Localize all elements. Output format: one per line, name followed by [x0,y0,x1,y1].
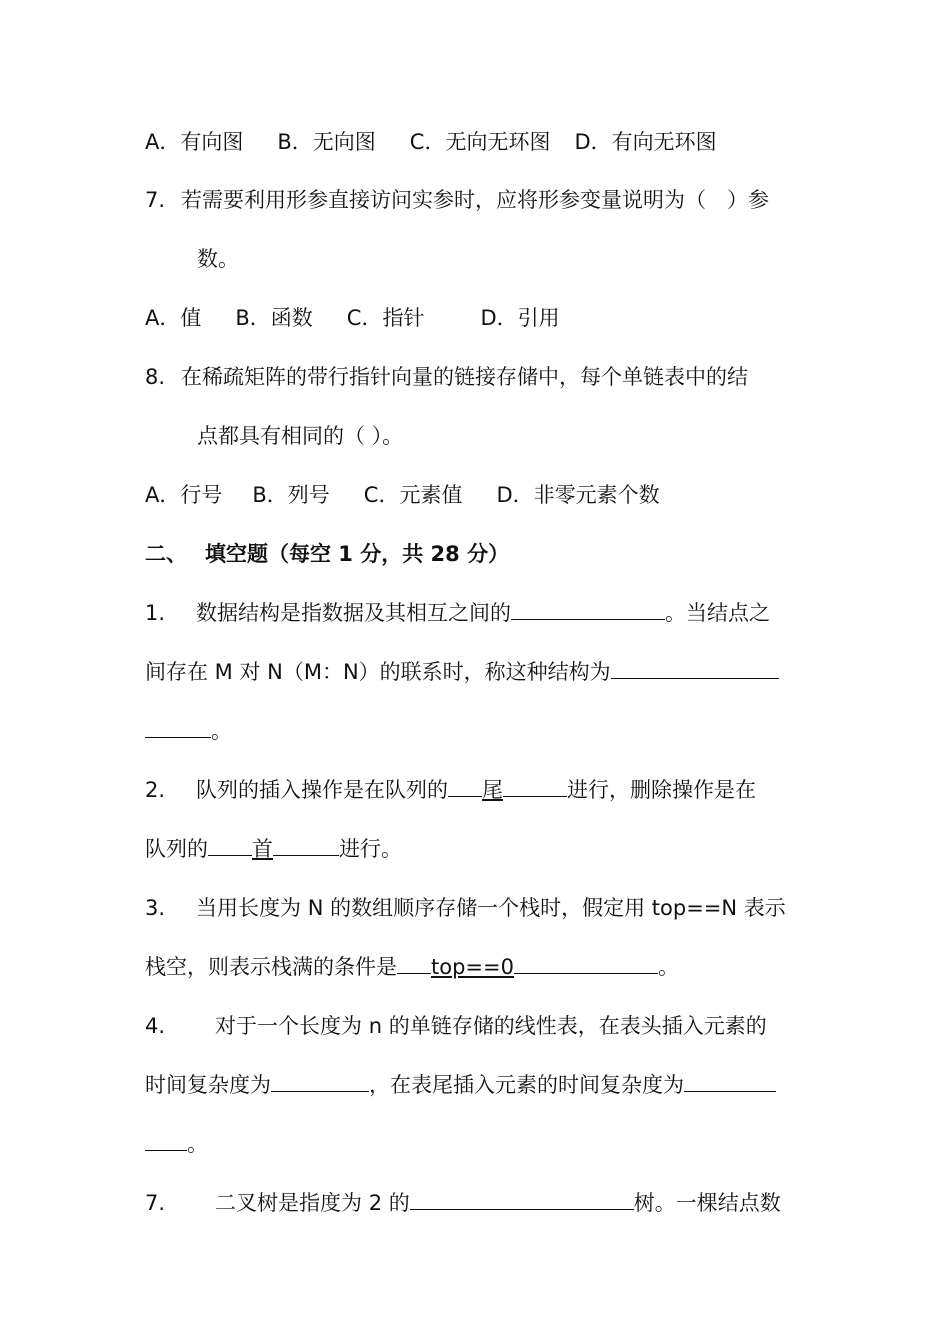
f2-text-b: 进行，删除操作是在 [567,778,757,802]
q6-option-c: C．无向无环图 [409,130,551,154]
f3-text-b: 栈空，则表示栈满的条件是 [145,955,397,979]
f1-blank-1[interactable] [511,599,665,620]
f1-line-2 [145,658,779,686]
q6-options [145,128,717,156]
f3-blank-b [514,953,658,974]
q8-line-1 [145,363,748,391]
f4-blank-2-cont[interactable] [145,1130,187,1151]
f1-line-1 [145,599,770,627]
f2-text-d: 进行。 [339,837,402,861]
q7-option-d: D．引用 [480,306,560,330]
f7-line-1 [145,1189,781,1217]
f3-number: 3. [145,896,166,920]
q6-option-a: A．有向图 [145,130,244,154]
f4-blank-2[interactable] [684,1071,776,1092]
q7-text-1: 若需要利用形参直接访问实参时，应将形参变量说明为（ ）参 [181,188,770,212]
q8-options [145,481,660,509]
f1-number: 1. [145,601,166,625]
f3-text-c: 。 [657,955,679,979]
q8-number: 8. [145,365,166,389]
f4-blank-1[interactable] [271,1071,369,1092]
q8-option-b: B．列号 [252,483,330,507]
f4-line-3 [145,1130,208,1158]
f2-number: 2. [145,778,166,802]
f2-blank-2a [208,835,252,856]
f3-line-2 [145,953,679,981]
q6-option-b: B．无向图 [277,130,376,154]
f2-line-2 [145,835,402,863]
f1-text-a: 数据结构是指数据及其相互之间的 [196,601,512,625]
f4-text-d: 。 [187,1132,208,1156]
f4-text-a: 对于一个长度为 n 的单链存储的线性表，在表头插入元素的 [215,1014,767,1038]
f3-line-1 [145,894,786,922]
q8-option-d: D．非零元素个数 [496,483,660,507]
f2-blank-1b [503,776,567,797]
q6-option-d: D．有向无环图 [574,130,717,154]
f1-text-d: 。 [211,719,232,743]
f7-blank-1[interactable] [410,1189,634,1210]
section-heading [145,540,509,568]
section-number: 二、 [145,542,187,566]
f1-blank-2[interactable] [611,658,779,679]
f7-text-a: 二叉树是指度为 2 的 [215,1191,410,1215]
section-title: 填空题（每空 1 分，共 28 分） [205,542,510,566]
f1-text-b: 。当结点之 [665,601,771,625]
q8-text-2: 点都具有相同的（ ）。 [197,424,404,448]
f2-blank-2b [273,835,339,856]
q7-line-1 [145,186,769,214]
q7-option-c: C．指针 [346,306,425,330]
f7-number: 7. [145,1191,166,1215]
f4-line-2 [145,1071,776,1099]
f2-answer-2: 首 [252,837,273,861]
f4-text-c: ，在表尾插入元素的时间复杂度为 [369,1073,684,1097]
q7-line-2 [197,245,239,273]
f3-blank-a [397,953,431,974]
q7-text-2: 数。 [197,247,239,271]
f3-answer: top==0 [431,955,514,979]
q8-line-2 [197,422,403,450]
q8-option-c: C．元素值 [363,483,463,507]
f2-blank-1a [448,776,482,797]
f7-text-b: 树。一棵结点数 [633,1191,781,1215]
q7-number: 7. [145,188,166,212]
f3-text-a: 当用长度为 N 的数组顺序存储一个栈时，假定用 top==N 表示 [196,896,786,920]
f1-text-c: 间存在 M 对 N（M：N）的联系时，称这种结构为 [145,660,611,684]
f4-line-1 [145,1012,767,1040]
f1-blank-2-cont[interactable] [145,717,211,738]
f2-line-1 [145,776,756,804]
q7-option-b: B．函数 [235,306,313,330]
f1-line-3 [145,717,232,745]
q8-text-1: 在稀疏矩阵的带行指针向量的链接存储中，每个单链表中的结 [181,365,749,389]
q7-options [145,304,560,332]
q7-option-a: A．值 [145,306,202,330]
f4-number: 4. [145,1014,166,1038]
f2-text-c: 队列的 [145,837,208,861]
q8-option-a: A．行号 [145,483,223,507]
f2-answer-1: 尾 [482,778,504,802]
f4-text-b: 时间复杂度为 [145,1073,271,1097]
f2-text-a: 队列的插入操作是在队列的 [196,778,449,802]
